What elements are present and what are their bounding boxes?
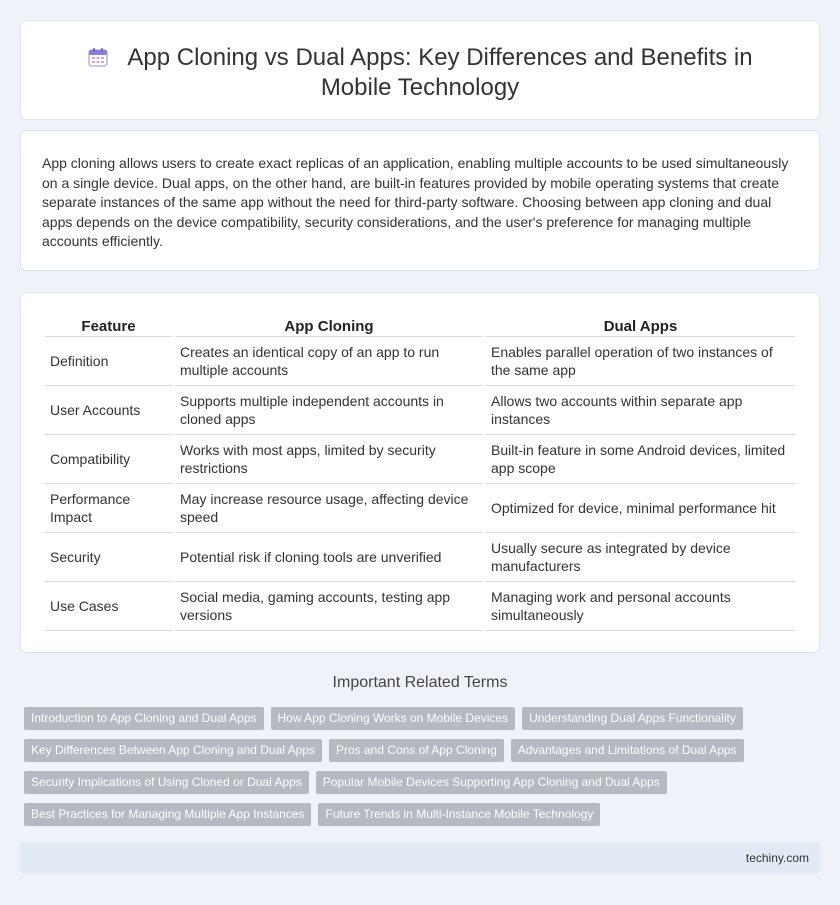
- footer-bar: [20, 842, 820, 874]
- comparison-table: [42, 315, 798, 631]
- feature-cell: Use Cases: [45, 582, 172, 631]
- table-row: [45, 337, 795, 386]
- app-cloning-cell: Works with most apps, limited by security restrictions: [175, 435, 483, 484]
- related-terms-list: [24, 707, 804, 835]
- app-cloning-cell: Potential risk if cloning tools are unverified: [175, 533, 483, 582]
- feature-cell: Performance Impact: [45, 484, 172, 533]
- header-dual-apps: Dual Apps: [486, 315, 795, 337]
- app-cloning-cell: May increase resource usage, affecting device speed: [175, 484, 483, 533]
- dual-apps-cell: Usually secure as integrated by device manufacturers: [486, 533, 795, 582]
- app-cloning-cell: Social media, gaming accounts, testing app versions: [175, 582, 483, 631]
- tag-row: [24, 707, 804, 730]
- feature-cell: Definition: [45, 337, 172, 386]
- table-row: [45, 435, 795, 484]
- header-feature: Feature: [45, 315, 172, 337]
- feature-cell: User Accounts: [45, 386, 172, 435]
- intro-paragraph: App cloning allows users to create exact replicas of an application, enabling multiple accounts to be used simultaneously on a single device. Dual apps, on the other hand, are built-in features provided by mobile operating systems that create separate instances of the same app without the need for third-party software. Choosing between app cloning and dual apps depends on the device compatibility, security considerations, and the user's preference for managing multiple accounts efficiently.: [42, 155, 789, 249]
- dual-apps-cell: Built-in feature in some Android devices, limited app scope: [486, 435, 795, 484]
- related-term-tag[interactable]: Popular Mobile Devices Supporting App Cloning and Dual Apps: [316, 771, 667, 794]
- table-row: [45, 386, 795, 435]
- table-row: [45, 533, 795, 582]
- related-term-tag[interactable]: Introduction to App Cloning and Dual Apps: [24, 707, 264, 730]
- dual-apps-cell: Managing work and personal accounts simultaneously: [486, 582, 795, 631]
- related-terms-heading: Important Related Terms: [332, 674, 508, 691]
- app-cloning-cell: Creates an identical copy of an app to run multiple accounts: [175, 337, 483, 386]
- table-row: [45, 582, 795, 631]
- comparison-card: [20, 292, 820, 653]
- dual-apps-cell: Optimized for device, minimal performance hit: [486, 484, 795, 533]
- tag-row: [24, 771, 804, 794]
- table-row: [45, 484, 795, 533]
- related-term-tag[interactable]: Security Implications of Using Cloned or Dual Apps: [24, 771, 309, 794]
- tag-row: [24, 739, 804, 762]
- feature-cell: Compatibility: [45, 435, 172, 484]
- related-term-tag[interactable]: Pros and Cons of App Cloning: [329, 739, 504, 762]
- intro-card: [20, 130, 820, 271]
- feature-cell: Security: [45, 533, 172, 582]
- header-app-cloning: App Cloning: [175, 315, 483, 337]
- related-term-tag[interactable]: Advantages and Limitations of Dual Apps: [511, 739, 744, 762]
- dual-apps-cell: Allows two accounts within separate app instances: [486, 386, 795, 435]
- tag-row: [24, 803, 804, 826]
- related-term-tag[interactable]: Understanding Dual Apps Functionality: [522, 707, 743, 730]
- related-term-tag[interactable]: How App Cloning Works on Mobile Devices: [271, 707, 516, 730]
- related-term-tag[interactable]: Key Differences Between App Cloning and Dual Apps: [24, 739, 322, 762]
- related-term-tag[interactable]: Future Trends in Multi-Instance Mobile Technology: [318, 803, 600, 826]
- related-term-tag[interactable]: Best Practices for Managing Multiple App Instances: [24, 803, 311, 826]
- page-title: App Cloning vs Dual Apps: Key Differences and Benefits in Mobile Technology: [127, 44, 753, 101]
- dual-apps-cell: Enables parallel operation of two instances of the same app: [486, 337, 795, 386]
- table-header-row: [45, 315, 795, 337]
- calendar-icon: [87, 46, 109, 68]
- app-cloning-cell: Supports multiple independent accounts in cloned apps: [175, 386, 483, 435]
- page-title-wrap: [21, 43, 819, 103]
- title-card: [20, 20, 820, 120]
- footer-brand-link[interactable]: techiny.com: [745, 851, 809, 865]
